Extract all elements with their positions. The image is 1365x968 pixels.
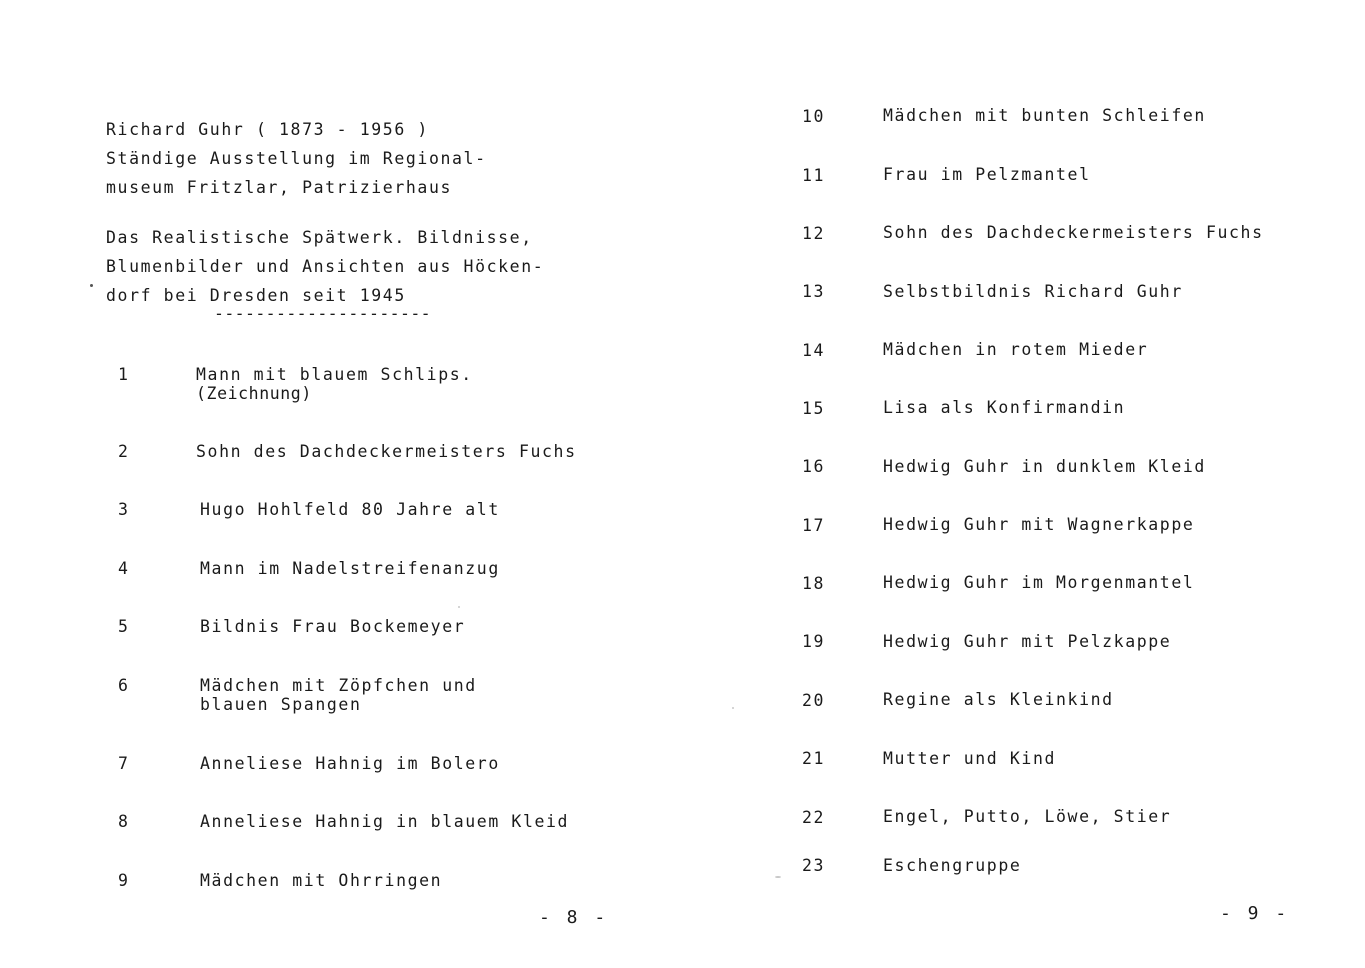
item-title-continued: blauen Spangen [200, 695, 362, 714]
item-number: 10 [802, 107, 826, 126]
page-number-left: - 8 - [539, 907, 609, 928]
item-title: Lisa als Konfirmandin [883, 398, 1126, 417]
scan-speck [732, 707, 734, 709]
item-title: Hedwig Guhr mit Pelzkappe [883, 632, 1172, 651]
item-title: Sohn des Dachdeckermeisters Fuchs [196, 442, 577, 461]
item-title-note: (Zeichnung) [196, 384, 312, 403]
item-number: 18 [802, 574, 826, 593]
item-title: Regine als Kleinkind [883, 690, 1114, 709]
item-title: Hedwig Guhr mit Wagnerkappe [883, 515, 1195, 534]
item-number: 3 [118, 500, 130, 519]
separator-line: --------------------- [214, 304, 432, 323]
item-title: Sohn des Dachdeckermeisters Fuchs [883, 223, 1264, 242]
item-number: 15 [802, 399, 826, 418]
item-title: Hedwig Guhr in dunklem Kleid [883, 457, 1206, 476]
item-number: 4 [118, 559, 130, 578]
item-title: Anneliese Hahnig in blauem Kleid [200, 812, 570, 831]
item-title: Mädchen in rotem Mieder [883, 340, 1149, 359]
item-number: 7 [118, 754, 130, 773]
item-title: Bildnis Frau Bockemeyer [200, 617, 466, 636]
page-number-right: - 9 - [1220, 903, 1290, 924]
item-number: 13 [802, 282, 826, 301]
intro-line-3: dorf bei Dresden seit 1945 [106, 286, 406, 305]
item-title: Mutter und Kind [883, 749, 1057, 768]
item-number: 19 [802, 632, 826, 651]
intro-line-1: Das Realistische Spätwerk. Bildnisse, [106, 228, 533, 247]
item-number: 22 [802, 808, 826, 827]
item-title: Mädchen mit bunten Schleifen [883, 106, 1206, 125]
item-title: Mädchen mit Zöpfchen und [200, 676, 477, 695]
header-line-artist: Richard Guhr ( 1873 - 1956 ) [106, 120, 429, 139]
item-number: 1 [118, 365, 130, 384]
intro-line-2: Blumenbilder und Ansichten aus Höcken- [106, 257, 545, 276]
scan-speck [90, 284, 93, 287]
header-line-exhibition: Ständige Ausstellung im Regional- [106, 149, 487, 168]
item-number: 20 [802, 691, 826, 710]
item-title: Frau im Pelzmantel [883, 165, 1091, 184]
item-number: 12 [802, 224, 826, 243]
item-number: 16 [802, 457, 826, 476]
item-number: 14 [802, 341, 826, 360]
item-title: Anneliese Hahnig im Bolero [200, 754, 500, 773]
scan-speck [458, 606, 460, 608]
item-title: Engel, Putto, Löwe, Stier [883, 807, 1172, 826]
item-number: 9 [118, 871, 130, 890]
scan-speck [775, 876, 781, 878]
item-title: Mädchen mit Ohrringen [200, 871, 443, 890]
item-number: 2 [118, 442, 130, 461]
item-number: 23 [802, 856, 826, 875]
item-title: Selbstbildnis Richard Guhr [883, 282, 1183, 301]
item-number: 5 [118, 617, 130, 636]
item-title: Mann mit blauem Schlips. [196, 365, 473, 384]
item-title: Hedwig Guhr im Morgenmantel [883, 573, 1195, 592]
item-number: 11 [802, 166, 826, 185]
item-number: 6 [118, 676, 130, 695]
item-title: Eschengruppe [883, 856, 1022, 875]
item-number: 8 [118, 812, 130, 831]
header-line-museum: museum Fritzlar, Patrizierhaus [106, 178, 453, 197]
item-title: Hugo Hohlfeld 80 Jahre alt [200, 500, 500, 519]
item-title: Mann im Nadelstreifenanzug [200, 559, 500, 578]
item-number: 17 [802, 516, 826, 535]
item-number: 21 [802, 749, 826, 768]
